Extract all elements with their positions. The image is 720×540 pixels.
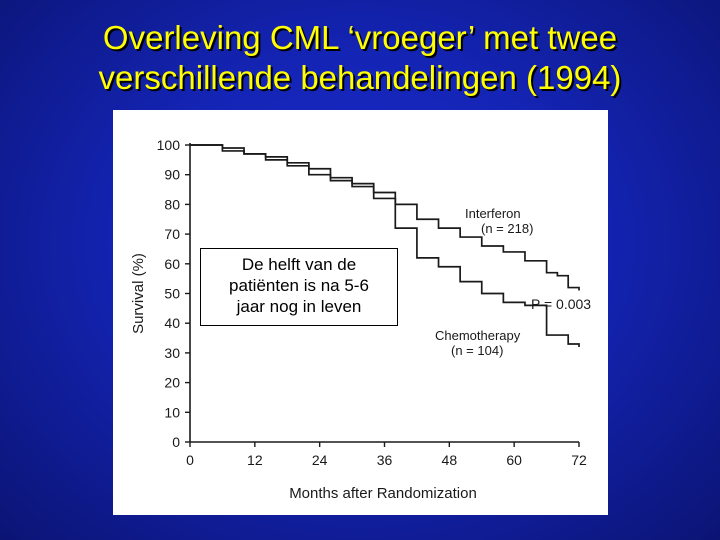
x-axis-title: Months after Randomization [289, 485, 477, 502]
y-tick-label-60: 60 [164, 255, 180, 272]
y-tick-label-100: 100 [156, 137, 180, 153]
y-tick-label-20: 20 [164, 374, 180, 391]
y-tick-label-30: 30 [164, 344, 180, 361]
y-tick-label-10: 10 [164, 404, 180, 421]
x-tick-label-60: 60 [506, 452, 522, 468]
callout-line-1: De helft van de [241, 255, 357, 274]
y-tick-label-40: 40 [164, 315, 180, 332]
callout-line-2: patiënten is na 5-6 [229, 276, 369, 295]
x-tick-label-12: 12 [247, 452, 263, 468]
x-tick-label-24: 24 [311, 452, 328, 468]
series-n-label-interferon: (n = 218) [481, 221, 534, 236]
y-tick-label-50: 50 [164, 285, 180, 302]
title-line-2: verschillende behandelingen (1994) [98, 59, 622, 96]
callout-line-3: jaar nog in leven [236, 297, 362, 316]
x-tick-label-36: 36 [376, 452, 393, 468]
series-label-interferon: Interferon [465, 206, 521, 221]
y-axis-title: Survival (%) [130, 253, 147, 334]
x-tick-label-0: 0 [186, 452, 194, 468]
callout-box [200, 248, 398, 326]
y-tick-label-80: 80 [164, 196, 180, 213]
slide-title [0, 18, 720, 98]
series-n-label-chemotherapy: (n = 104) [451, 343, 504, 358]
y-tick-label-70: 70 [164, 226, 180, 243]
x-tick-label-48: 48 [441, 452, 458, 468]
series-label-chemotherapy: Chemotherapy [435, 328, 521, 343]
title-line-1: Overleving CML ‘vroeger’ met twee [102, 19, 618, 56]
x-tick-label-72: 72 [571, 452, 587, 468]
y-tick-label-90: 90 [164, 166, 180, 183]
y-tick-label-0: 0 [172, 434, 180, 450]
p-value-annotation: P = 0.003 [531, 296, 592, 312]
